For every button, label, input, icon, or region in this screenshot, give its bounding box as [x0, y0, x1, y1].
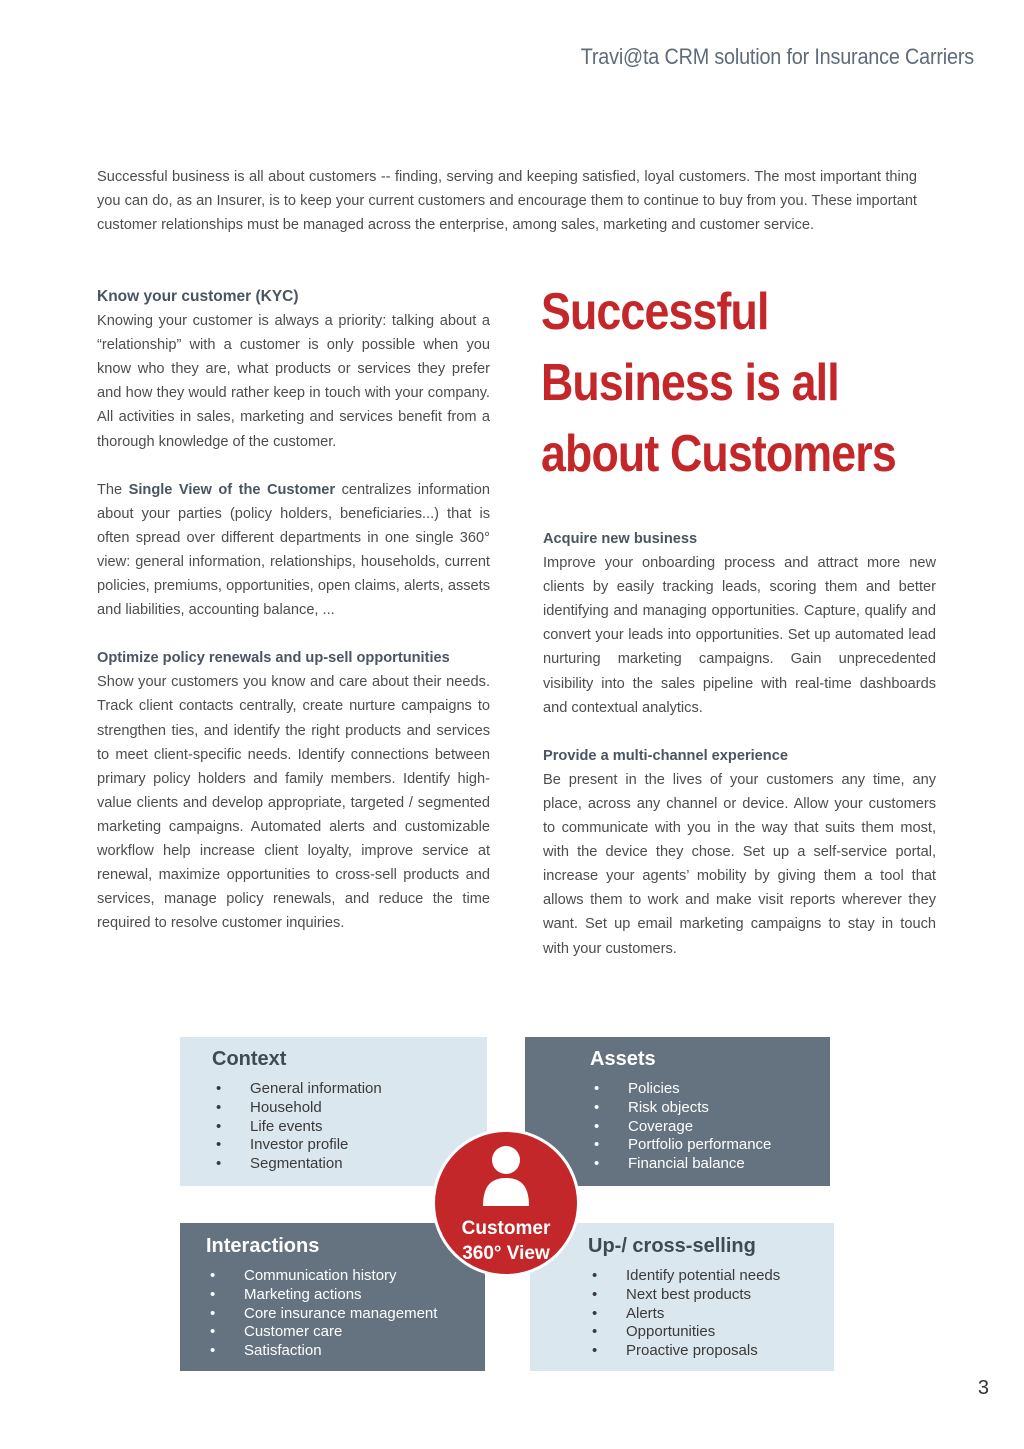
- renewals-heading: Optimize policy renewals and up-sell opportunities: [97, 650, 450, 667]
- list-item: • Core insurance management: [210, 1305, 437, 1324]
- customer-360-circle: [432, 1129, 580, 1277]
- list-item: • Next best products: [592, 1286, 780, 1305]
- upsell-title: Up-/ cross-selling: [588, 1235, 756, 1257]
- list-item: • Portfolio performance: [594, 1136, 771, 1155]
- customer-360-label: [435, 1216, 577, 1266]
- multichannel-heading: Provide a multi-channel experience: [543, 747, 788, 764]
- list-item: • Household: [216, 1099, 382, 1118]
- left-column: [97, 285, 490, 935]
- right-column: [543, 527, 936, 961]
- single-view-bold: Single View of the Customer: [128, 481, 336, 498]
- list-item: • Investor profile: [216, 1136, 382, 1155]
- single-view-text: centralizes information about your parties (policy holders, beneficiaries...) that is often spread over different departments in one single 360° view: general information, relationships, households, current policies, premiums, opportunities, open claims, alerts, assets and liabilities, accounting balance, ...: [97, 481, 490, 619]
- list-item: • Risk objects: [594, 1099, 771, 1118]
- single-view-paragraph: [97, 478, 490, 623]
- intro-paragraph: Successful business is all about customers -- finding, serving and keeping satisfied, loyal customers. The most important thing you can do, as an Insurer, is to keep your current customers and encourage them to continue to buy from you. These important customer relationships must be managed across the enterprise, among sales, marketing and customer service.: [97, 169, 917, 234]
- interactions-title: Interactions: [206, 1235, 320, 1257]
- circle-label-line-1: Customer: [461, 1218, 551, 1239]
- acquire-paragraph: Improve your onboarding process and attract more new clients by easily tracking leads, scoring them and better identifying and managing opportunities. Capture, qualify and convert your leads into opportunities. Set up automated lead nurturing marketing campaigns. Gain unprecedented visibility into the sales pipeline with real-time dashboards and contextual analytics.: [543, 555, 936, 716]
- context-box: [180, 1037, 487, 1186]
- headline: [541, 277, 902, 490]
- list-item: • Satisfaction: [210, 1342, 437, 1361]
- list-item: • Policies: [594, 1080, 771, 1099]
- single-view-prefix: The: [97, 481, 129, 498]
- upsell-list: [592, 1267, 780, 1361]
- list-item: • Proactive proposals: [592, 1342, 780, 1361]
- list-item: • Opportunities: [592, 1323, 780, 1342]
- acquire-heading: Acquire new business: [543, 531, 698, 547]
- list-item: • Financial balance: [594, 1155, 771, 1174]
- list-item: • Coverage: [594, 1118, 771, 1137]
- context-list: [216, 1080, 382, 1174]
- circle-label-line-2: 360° View: [462, 1243, 550, 1264]
- context-title: Context: [212, 1048, 287, 1070]
- list-item: • Communication history: [210, 1267, 437, 1286]
- multichannel-paragraph: Be present in the lives of your customers any time, any place, across any channel or device. Allow your customers to communicate with you in the way that suits them most, with the device they chose. Set up a self-service portal, increase your agents’ mobility by giving them a tool that allows them to work and make visit reports wherever they want. Set up email marketing campaigns to stay in touch with your customers.: [543, 771, 936, 957]
- kyc-paragraph: Knowing your customer is always a priority: talking about a “relationship” with a customer is only possible when you know who they are, what products or services they prefer and how they would rather keep in touch with your company. All activities in sales, marketing and services benefit from a thorough knowledge of the customer.: [97, 313, 490, 450]
- list-item: • Customer care: [210, 1323, 437, 1342]
- headline-line-3: about Customers: [541, 425, 896, 483]
- page-number: 3: [977, 1377, 989, 1399]
- list-item: • General information: [216, 1080, 382, 1099]
- list-item: • Life events: [216, 1118, 382, 1137]
- list-item: • Identify potential needs: [592, 1267, 780, 1286]
- list-item: • Segmentation: [216, 1155, 382, 1174]
- assets-box: [525, 1037, 830, 1186]
- list-item: • Marketing actions: [210, 1286, 437, 1305]
- renewals-paragraph: Show your customers you know and care about their needs. Track client contacts centrally, create nurture campaigns to strengthen ties, and identify the right products and services to meet client-specific needs. Identify connections between primary policy holders and family members. Identify high-value clients and develop appropriate, targeted / segmented marketing campaigns. Automated alerts and customizable workflow help increase client loyalty, improve service at renewal, maximize opportunities to cross-sell products and services, manage policy renewals, and reduce the time required to resolve customer inquiries.: [97, 674, 490, 932]
- list-item: • Alerts: [592, 1305, 780, 1324]
- assets-title: Assets: [590, 1048, 656, 1070]
- kyc-heading: Know your customer (KYC): [97, 288, 299, 305]
- assets-list: [594, 1080, 771, 1174]
- headline-line-2: Business is all: [541, 354, 839, 412]
- headline-line-1: Successful: [541, 283, 769, 341]
- person-icon: [479, 1144, 533, 1208]
- page-header-title: Travi@ta CRM solution for Insurance Carriers: [580, 44, 974, 69]
- interactions-list: [210, 1267, 437, 1361]
